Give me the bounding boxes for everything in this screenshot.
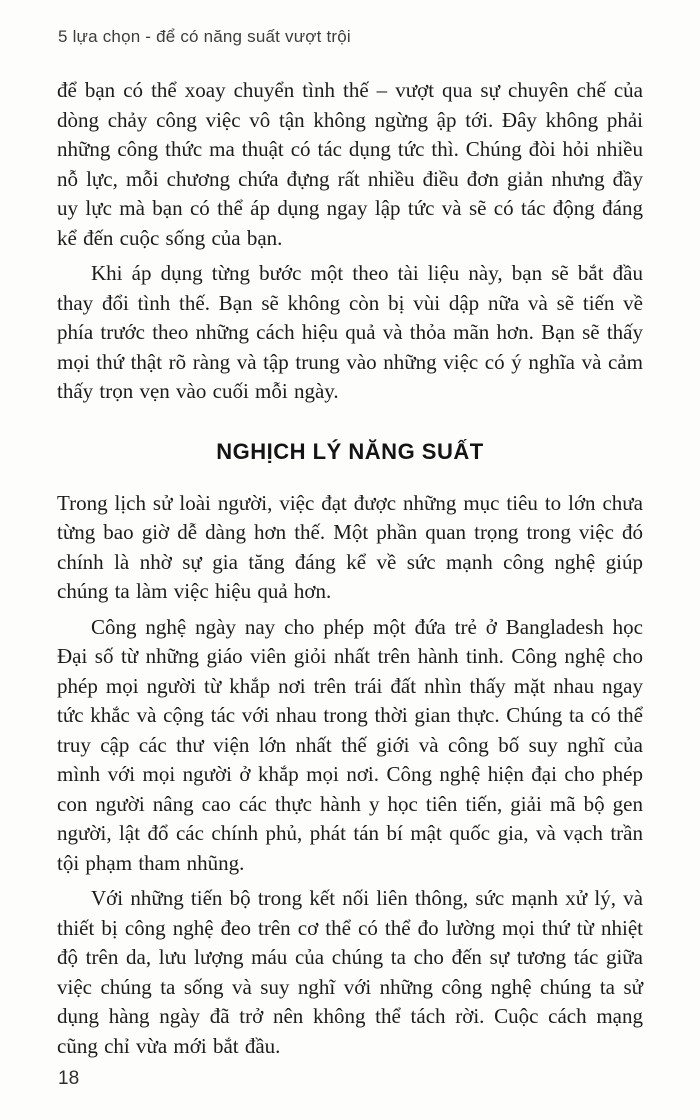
running-header: 5 lựa chọn - để có năng suất vượt trội — [58, 27, 351, 46]
page-content — [57, 76, 643, 1067]
paragraph: Trong lịch sử loài người, việc đạt được những mục tiêu to lớn chưa từng bao giờ dễ dàng hơn thế. Một phần quan trọng trong việc đó chính là nhờ sự gia tăng đáng kể về sức mạnh công nghệ giúp chúng ta làm việc hiệu quả hơn. — [57, 490, 643, 603]
paragraph-continuation: để bạn có thể xoay chuyển tình thế – vượt qua sự chuyên chế của dòng chảy công việc vô tận không ngừng ập tới. Đây không phải những công thức ma thuật có tác dụng tức thì. Chúng đòi hỏi nhiều nỗ lực, mỗi chương chứa đựng rất nhiều điều đơn giản nhưng đầy uy lực mà bạn có thể áp dụng ngay lập tức và sẽ có tác động đáng kể đến cuộc sống của bạn. — [57, 78, 643, 250]
section-heading: NGHỊCH LÝ NĂNG SUẤT — [216, 438, 484, 464]
paragraph: Với những tiến bộ trong kết nối liên thông, sức mạnh xử lý, và thiết bị công nghệ đeo trên cơ thể có thể đo lường mọi thứ từ nhiệt độ trên da, lưu lượng máu của chúng ta cho đến sự tương tác giữa việc chúng ta sống và suy nghĩ với những công nghệ chúng ta sử dụng hàng ngày đã trở nên không thể tách rời. Cuộc cách mạng cũng chỉ vừa mới bắt đầu. — [57, 886, 643, 1058]
paragraph: Công nghệ ngày nay cho phép một đứa trẻ ở Bangladesh học Đại số từ những giáo viên giỏi nhất trên hành tinh. Công nghệ cho phép mọi người từ khắp nơi trên trái đất nhìn thấy mặt nhau ngay tức khắc và cộng tác với nhau trong thời gian thực. Chúng ta có thể truy cập các thư viện lớn nhất thế giới và công bố suy nghĩ của mình với mọi người ở khắp mọi nơi. Công nghệ hiện đại cho phép con người nâng cao các thực hành y học tiên tiến, giải mã bộ gen người, lật đổ các chính phủ, phát tán bí mật quốc gia, và vạch trần tội phạm tham nhũng. — [57, 614, 643, 875]
paragraph: Khi áp dụng từng bước một theo tài liệu này, bạn sẽ bắt đầu thay đổi tình thế. Bạn sẽ không còn bị vùi dập nữa và sẽ tiến về phía trước theo những cách hiệu quả và thỏa mãn hơn. Bạn sẽ thấy mọi thứ thật rõ ràng và tập trung vào những việc có ý nghĩa và cảm thấy trọn vẹn vào cuối mỗi ngày. — [57, 261, 643, 403]
page-number: 18 — [58, 1068, 80, 1089]
